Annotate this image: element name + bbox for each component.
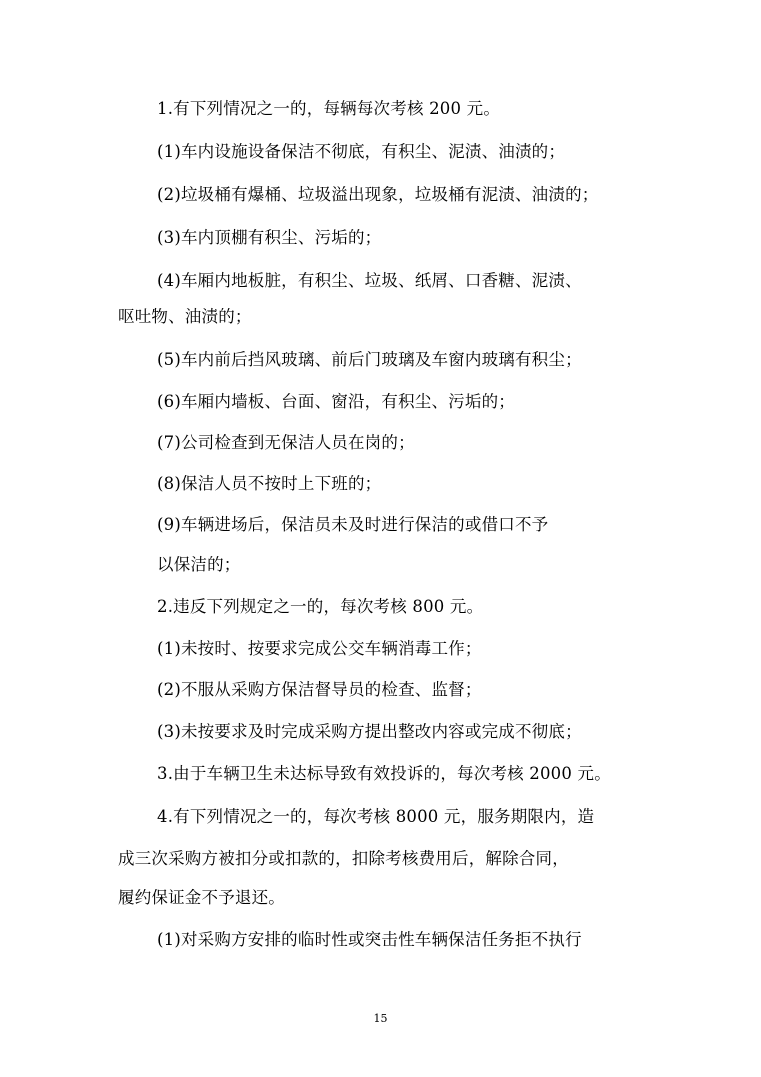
item-1-9: (9)车辆进场后，保洁员未及时进行保洁的或借口不予	[157, 515, 549, 534]
item-1-2: (2)垃圾桶有爆桶、垃圾溢出现象，垃圾桶有泥渍、油渍的；	[157, 185, 599, 204]
item-1-5: (5)车内前后挡风玻璃、前后门玻璃及车窗内玻璃有积尘；	[157, 350, 582, 369]
page-number: 15	[373, 1012, 388, 1025]
item-2-2: (2)不服从采购方保洁督导员的检查、监督；	[157, 680, 482, 699]
section-4-heading: 4.有下列情况之一的，每次考核 8000 元，服务期限内，造	[157, 807, 595, 826]
section-3-heading: 3.由于车辆卫生未达标导致有效投诉的，每次考核 2000 元。	[157, 764, 611, 783]
section-2-heading: 2.违反下列规定之一的，每次考核 800 元。	[157, 597, 484, 616]
section-1-heading: 1.有下列情况之一的，每辆每次考核 200 元。	[157, 99, 501, 118]
section-4-continued-2: 履约保证金不予退还。	[118, 888, 285, 907]
item-4-1: (1)对采购方安排的临时性或突击性车辆保洁任务拒不执行	[157, 930, 582, 949]
item-1-4-continued: 呕吐物、油渍的；	[118, 307, 252, 326]
item-1-1: (1)车内设施设备保洁不彻底，有积尘、泥渍、油渍的；	[157, 142, 566, 161]
item-1-4: (4)车厢内地板脏，有积尘、垃圾、纸屑、口香糖、泥渍、	[157, 271, 582, 290]
item-2-1: (1)未按时、按要求完成公交车辆消毒工作；	[157, 639, 482, 658]
section-4-continued-1: 成三次采购方被扣分或扣款的，扣除考核费用后，解除合同，	[118, 849, 569, 868]
item-1-6: (6)车厢内墙板、台面、窗沿，有积尘、污垢的；	[157, 392, 515, 411]
item-1-8: (8)保洁人员不按时上下班的；	[157, 474, 382, 493]
item-2-3: (3)未按要求及时完成采购方提出整改内容或完成不彻底；	[157, 722, 582, 741]
item-1-9-continued: 以保洁的；	[157, 555, 241, 574]
item-1-3: (3)车内顶棚有积尘、污垢的；	[157, 228, 382, 247]
item-1-7: (7)公司检查到无保洁人员在岗的；	[157, 433, 415, 452]
